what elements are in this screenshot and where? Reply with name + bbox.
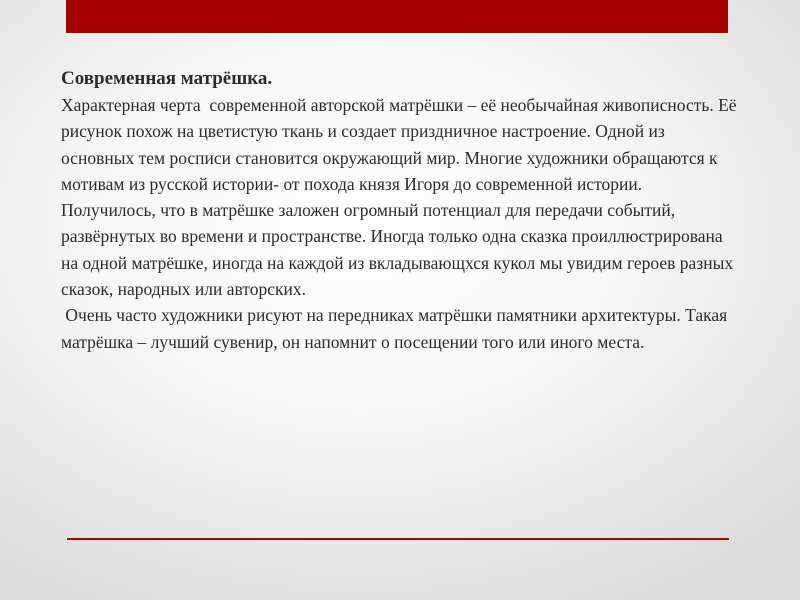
slide-title: Современная матрёшка. (61, 68, 273, 89)
body-paragraph-1: Характерная черта современной авторской матрёшки – её необычайная живописность. Её рисунок похож на цветистую ткань и создает приздничное настроение. Одной из основных тем росписи становится окружающий мир. Многие художники обращаются к мотивам из русской истории- от похода князя Игоря до современной истории. Получилось, что в матрёшке заложен огромный потенциал для передачи событий, развёрнутых во времени и пространстве. Иногда только одна сказка проиллюстрирована на одной матрёшке, иногда на каждой из вкладывающхся кукол мы увидим героев разных сказок, народных или авторских. (61, 95, 741, 300)
footer-divider (67, 538, 729, 540)
body-paragraph-2: Очень часто художники рисуют на передниках матрёшки памятники архитектуры. Такая матрёшка – лучший сувенир, он напомнит о посещении того или иного места. (61, 305, 732, 352)
header-accent-bar (66, 0, 728, 33)
slide-content (61, 66, 741, 355)
